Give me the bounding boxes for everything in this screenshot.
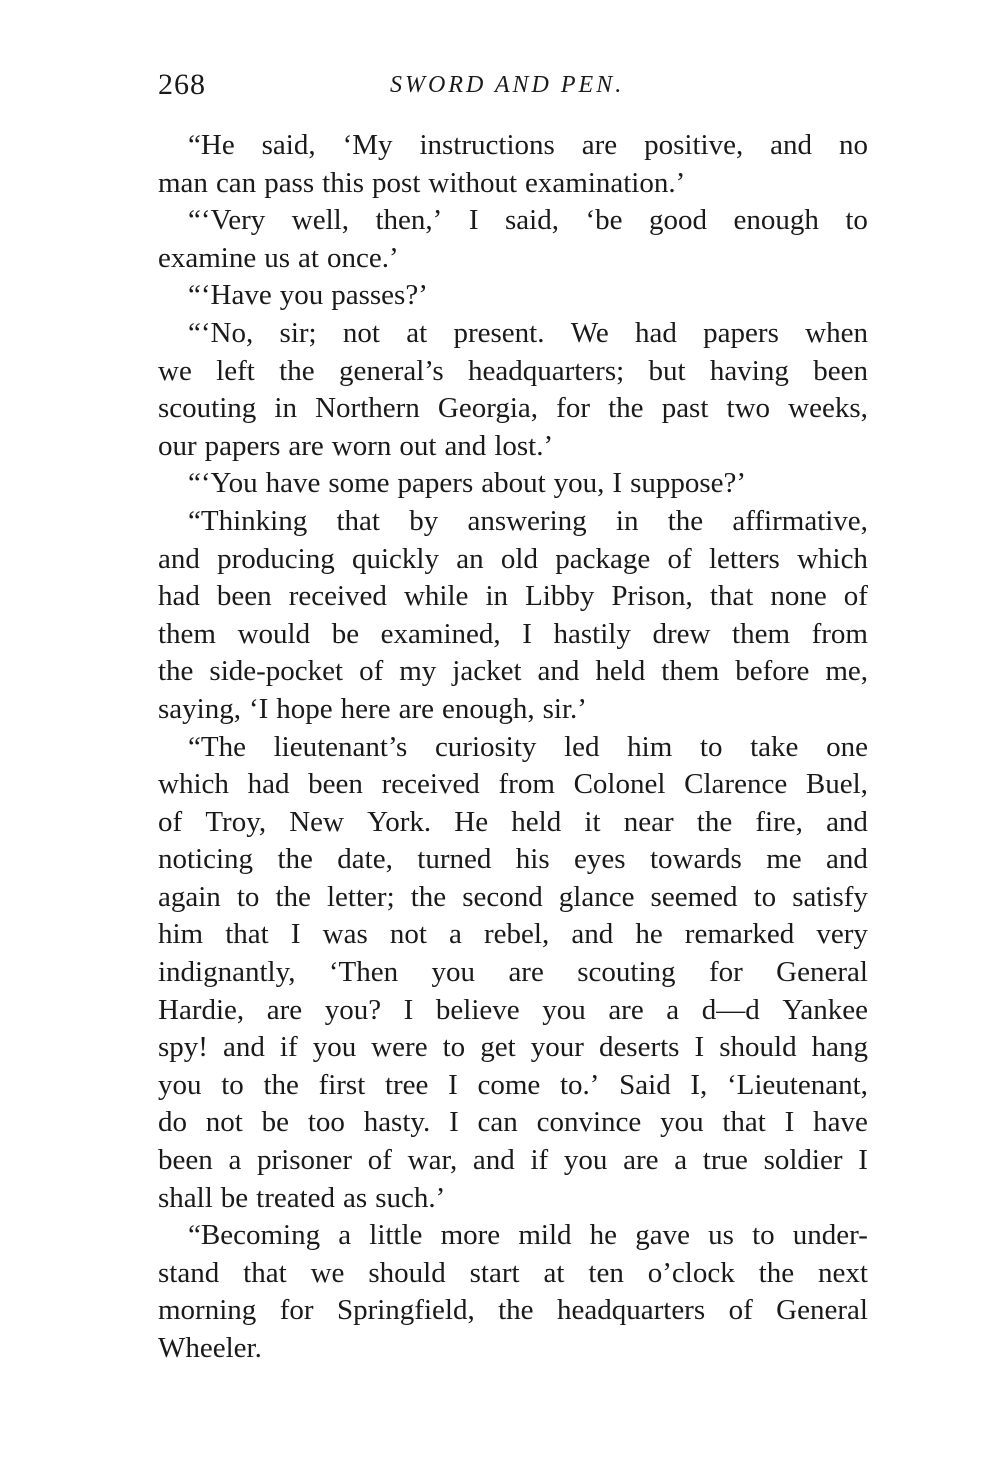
body-text [158,127,868,1368]
text-line: shall be treated as such.’ [158,1181,446,1214]
text-line: “Thinking that by answering in the affirmative, [188,504,868,537]
text-line: “‘Very well, then,’ I said, ‘be good enough to [188,204,868,237]
running-head: SWORD AND PEN. [390,72,625,98]
text-line: Wheeler. [158,1332,262,1364]
text-line: indignantly, ‘Then you are scouting for General [158,956,868,989]
text-line: them would be examined, I hastily drew them from [158,617,868,650]
text-line: been a prisoner of war, and if you are a true soldier I [158,1144,868,1177]
text-line: our papers are worn out and lost.’ [158,429,554,462]
text-line: do not be too hasty. I can convince you that I have [158,1106,868,1139]
text-line: man can pass this post without examination.’ [158,166,686,199]
text-line: spy! and if you were to get your deserts I should hang [158,1031,868,1064]
text-line: morning for Springfield, the headquarters of General [158,1294,868,1327]
text-line: had been received while in Libby Prison, that none of [158,580,868,613]
text-line: scouting in Northern Georgia, for the past two weeks, [158,392,868,425]
text-line: stand that we should start at ten o’clock the next [158,1256,868,1289]
text-line: him that I was not a rebel, and he remarked very [158,918,868,951]
text-line: saying, ‘I hope here are enough, sir.’ [158,692,587,725]
text-line: “‘Have you passes?’ [188,279,428,312]
text-line: you to the first tree I come to.’ Said I, ‘Lieutenant, [158,1068,868,1101]
text-line: again to the letter; the second glance seemed to satisfy [158,880,868,913]
page-number: 268 [158,68,206,101]
text-line: “‘You have some papers about you, I suppose?’ [188,467,747,500]
text-line: the side-pocket of my jacket and held them before me, [158,655,868,688]
text-line: of Troy, New York. He held it near the fire, and [158,805,868,838]
text-line: examine us at once.’ [158,241,399,274]
text-line: “He said, ‘My instructions are positive, and no [188,129,868,161]
text-line: we left the general’s headquarters; but having been [158,354,868,387]
text-line: “Becoming a little more mild he gave us to under- [188,1219,868,1252]
text-line: which had been received from Colonel Clarence Buel, [158,768,868,801]
text-line: “‘No, sir; not at present. We had papers when [188,316,868,349]
text-line: and producing quickly an old package of letters which [158,542,868,575]
page-header [158,68,868,108]
text-line: Hardie, are you? I believe you are a d—d Yankee [158,993,868,1026]
text-line: noticing the date, turned his eyes towards me and [158,843,868,876]
text-line: “The lieutenant’s curiosity led him to take one [188,730,868,763]
